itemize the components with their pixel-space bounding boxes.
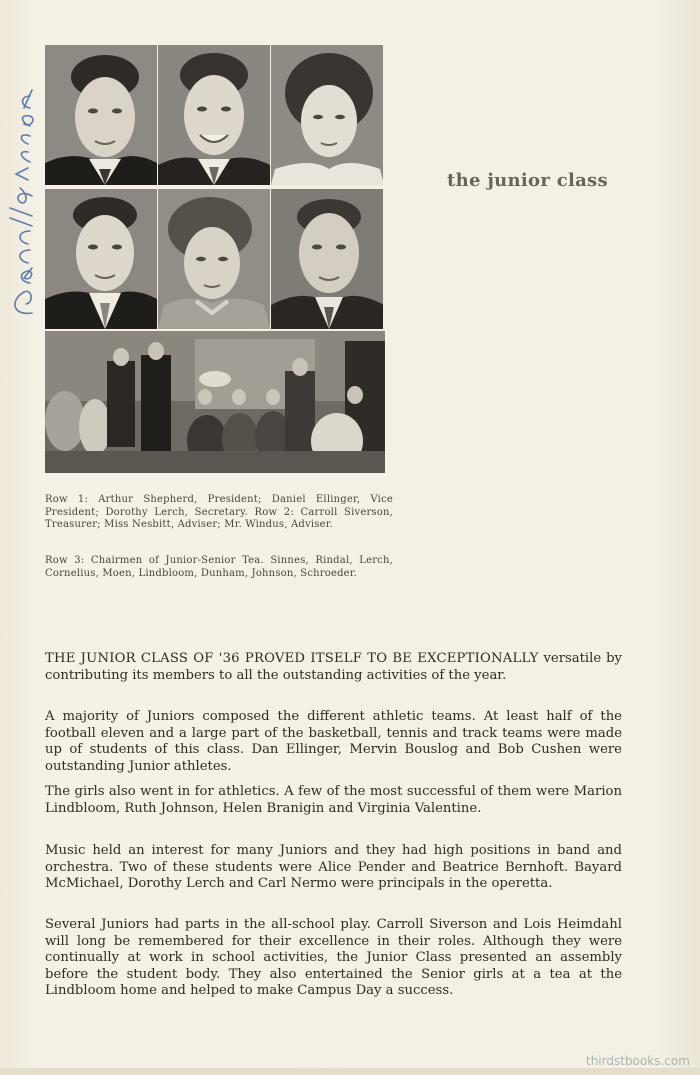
portrait-carroll-siverson (45, 189, 157, 329)
page-bottom-edge (0, 1068, 700, 1075)
article-paragraph: Music held an interest for many Juniors and they had high positions in band and orchestra. Two of these students were Alice Pender and Beatrice Bernhoft. Bayard McMichael, Dorothy Lerch and Carl Nermo were principals in the operetta. (45, 843, 622, 892)
article-paragraph: The girls also went in for athletics. A few of the most successful of them were Marion Lindbloom, Ruth Johnson, Helen Branigin and Virginia Valentine. (45, 784, 622, 816)
portrait-mr-windus (271, 189, 383, 329)
watermark: thirdstbooks.com (586, 1054, 690, 1068)
article-paragraph: Several Juniors had parts in the all-school play. Carroll Siverson and Lois Heimdahl will long be remembered for their excellence in their roles. Although they were continually at work in school activities, the Junior Class presented an assembly before the student body. They also entertained the Senior girls at a tea at the Lindbloom home and helped to make Campus Day a success. (45, 917, 622, 999)
photo-caption-row-3: Row 3: Chairmen of Junior-Senior Tea. Sinnes, Rindal, Lerch, Cornelius, Moen, Lindbloom, Dunham, Johnson, Schroeder. (45, 555, 393, 579)
article-paragraph: A majority of Juniors composed the different athletic teams. At least half of the football eleven and a large part of the basketball, tennis and track teams were made up of students of this class. Dan Ellinger, Mervin Bouslog and Bob Cushen were outstanding Junior athletes. (45, 709, 622, 774)
lead-caps: THE JUNIOR CLASS OF '36 PROVED ITSELF TO BE EXCEPTIONALLY (45, 651, 539, 666)
article-lead (45, 651, 622, 684)
portrait-daniel-ellinger (158, 45, 270, 185)
photo-caption-rows-1-2: Row 1: Arthur Shepherd, President; Daniel Ellinger, Vice President; Dorothy Lerch, Secretary. Row 2: Carroll Siverson, Treasurer; Miss Nesbitt, Adviser; Mr. Windus, Adviser. (45, 494, 393, 531)
portrait-miss-nesbitt (158, 189, 270, 329)
portrait-dorothy-lerch (271, 45, 383, 185)
lead-rest: versatile by contributing its members to all the outstanding activities of the year. (45, 651, 622, 683)
section-title: the junior class (447, 170, 608, 191)
portrait-arthur-shepherd (45, 45, 157, 185)
group-photo-tea-chairmen (45, 331, 385, 473)
handwritten-signature (2, 78, 42, 328)
